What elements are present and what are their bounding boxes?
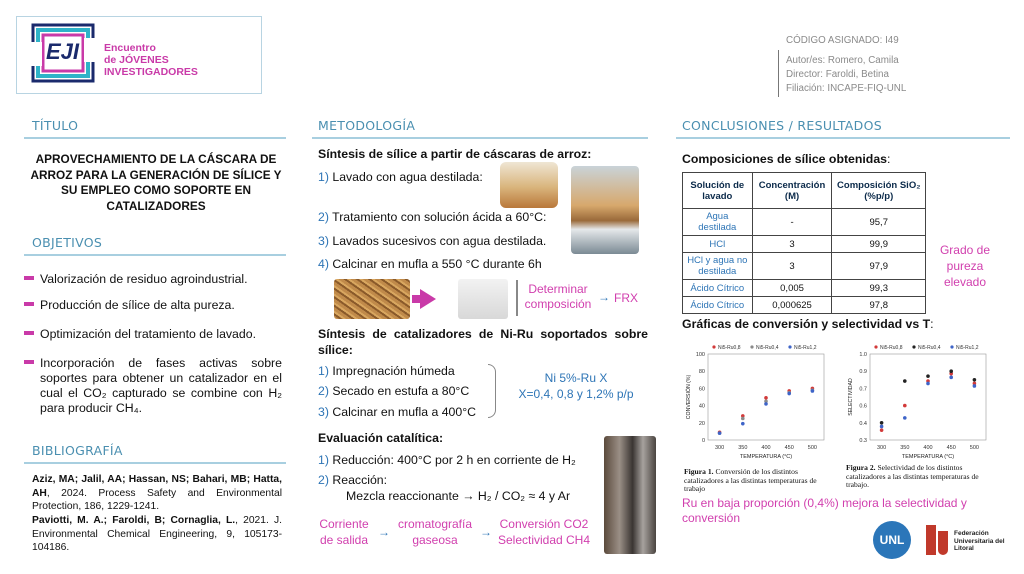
table-row [683, 297, 926, 314]
affiliation: Filiación: INCAPE-FIQ-UNL [786, 83, 907, 94]
eval-mix: Mezcla reaccionante → H₂ / CO₂ ≈ 4 y Ar [346, 489, 571, 503]
titulo-rule [24, 137, 286, 139]
table-cell: - [752, 209, 832, 236]
table-cell: 0,005 [752, 280, 832, 297]
fig2-caption: Figura 2. Selectividad de los distintos catalizadores a las distintas temperaturas de trabajo. [846, 463, 979, 490]
data-point [741, 422, 745, 426]
bullet-icon [24, 302, 34, 306]
data-point [903, 416, 907, 420]
bibliografia-heading: BIBLIOGRAFÍA [32, 443, 123, 458]
logo-letters: EJI [46, 39, 80, 64]
data-point [741, 417, 745, 421]
silica-title: Síntesis de sílice a partir de cáscaras de arroz: [318, 147, 592, 161]
ref2-authors: Paviotti, M. A.; Faroldi, B; Cornaglia, L. [32, 515, 236, 526]
data-point [880, 428, 884, 432]
event-line2: de JÓVENES [104, 54, 169, 66]
table-cell: 99,9 [832, 236, 926, 253]
table-cell: 99,3 [832, 280, 926, 297]
y-tick-label: 60 [698, 386, 705, 393]
data-point [718, 431, 722, 435]
data-point [973, 378, 977, 382]
y-tick-label: 0.3 [859, 438, 867, 444]
table-header: Solución de lavado [683, 173, 753, 209]
reactor-photo [604, 436, 656, 554]
bullet-icon [24, 331, 34, 335]
data-point [926, 374, 930, 378]
selectivity-chart [844, 338, 994, 466]
catalyst-title: Síntesis de catalizadores de Ni-Ru soportados sobre sílice: [318, 327, 648, 357]
author-info [786, 54, 906, 96]
assigned-code: CÓDIGO ASIGNADO: I49 [786, 35, 899, 46]
data-point [949, 369, 953, 373]
table-cell: 97,8 [832, 297, 926, 314]
y-tick-label: 100 [695, 352, 705, 358]
y-tick-label: 0.9 [859, 369, 867, 376]
table-cell: Agua destilada [683, 209, 753, 236]
step-3: 3) Lavados sucesivos con agua destilada. [318, 234, 547, 248]
arrow-right-icon: → [480, 525, 492, 539]
fig1-caption: Figura 1. Conversión de los distintos catalizadores a las distintas temperaturas de trabajo [684, 467, 817, 494]
composition-table [682, 172, 926, 314]
table-cell: Ácido Cítrico [683, 297, 753, 314]
graph-title: Gráficas de conversión y selectividad vs T: [682, 317, 934, 331]
arrow-shaft [412, 295, 422, 303]
y-axis-label: CONVERSIÓN (%) [686, 374, 692, 420]
table-cell: Ácido Cítrico [683, 280, 753, 297]
eval-title: Evaluación catalítica: [318, 431, 444, 445]
flow-output: Corriente de salida [319, 517, 369, 547]
x-tick-label: 350 [738, 445, 748, 451]
bullet-icon [24, 360, 34, 364]
cat-formula [506, 370, 646, 402]
bullet-icon [24, 276, 34, 280]
x-tick-label: 500 [969, 445, 979, 451]
cat-step-3: 3) Calcinar en mufla a 400°C [318, 405, 477, 419]
cat-bracket [488, 364, 496, 418]
table-row [683, 253, 926, 280]
event-line3: INVESTIGADORES [104, 66, 198, 78]
fue-logo-text: Federación Universitaria del Litoral [954, 530, 1005, 552]
table-cell: HCl [683, 236, 753, 253]
x-axis-label: TEMPERATURA (°C) [901, 454, 955, 460]
director: Director: Faroldi, Betina [786, 69, 889, 80]
x-tick-label: 450 [946, 445, 956, 451]
legend-marker [750, 345, 753, 348]
cat-step-2: 2) Secado en estufa a 80°C [318, 384, 470, 398]
fue-logo-mark [938, 531, 948, 555]
table-header: Concentración (M) [752, 173, 832, 209]
reference-1 [32, 473, 282, 514]
bibliografia-rule [24, 462, 286, 464]
event-name [104, 42, 198, 78]
y-tick-label: 20 [698, 420, 705, 427]
step-4: 4) Calcinar en mufla a 550 °C durante 6h [318, 257, 542, 271]
y-tick-label: 80 [698, 369, 705, 376]
legend-marker [950, 345, 953, 348]
objetivos-rule [24, 254, 286, 256]
legend-marker [712, 345, 715, 348]
silica-powder-photo [458, 279, 508, 319]
data-point [973, 384, 977, 388]
data-point [903, 404, 907, 408]
fue-logo [924, 521, 1016, 559]
rice-husk-photo [334, 279, 410, 319]
objetivos-heading: OBJETIVOS [32, 235, 103, 250]
eval-step-2: 2) Reacción: [318, 473, 388, 487]
table-cell: 95,7 [832, 209, 926, 236]
legend-marker [874, 345, 877, 348]
data-point [764, 402, 768, 406]
metodologia-heading: METODOLOGÍA [318, 118, 416, 133]
objetivo-item: Valorización de residuo agroindustrial. [40, 272, 248, 286]
beaker-photo [500, 162, 558, 208]
conversion-chart [682, 338, 832, 466]
table-cell: 3 [752, 253, 832, 280]
y-tick-label: 0.4 [859, 420, 867, 427]
table-row [683, 236, 926, 253]
arrow-right-icon: → [598, 290, 610, 304]
table-header: Composición SiO₂ (%p/p) [832, 173, 926, 209]
x-tick-label: 400 [761, 445, 771, 451]
hotplate-photo [571, 166, 639, 254]
arrow-right-icon [420, 289, 436, 309]
legend-label: Ni5-Ru1,2 [794, 345, 817, 351]
header-divider [778, 50, 779, 97]
data-point [787, 392, 791, 396]
reference-2 [32, 514, 282, 555]
table-row [683, 280, 926, 297]
legend-marker [912, 345, 915, 348]
legend-label: Ni5-Ru0,8 [718, 345, 741, 351]
x-tick-label: 500 [807, 445, 817, 451]
legend-label: Ni5-Ru0,4 [918, 345, 941, 351]
determinar-label: Determinar composición [524, 282, 592, 311]
ref1-authors: Aziz, MA; Jalil, AA; Hassan, NS; Bahari, MB; Hatta, AH [32, 474, 282, 499]
cat-formula-line1: Ni 5%-Ru X [544, 371, 608, 385]
y-axis-label: SELECTIVIDAD [848, 378, 854, 416]
y-tick-label: 1.0 [859, 352, 867, 358]
x-tick-label: 450 [784, 445, 794, 451]
x-axis-label: TEMPERATURA (°C) [739, 454, 793, 460]
x-tick-label: 400 [923, 445, 933, 451]
table-cell: 0,000625 [752, 297, 832, 314]
data-point [880, 425, 884, 429]
cat-formula-line2: X=0,4, 0,8 y 1,2% p/p [518, 387, 634, 401]
data-point [764, 396, 768, 400]
legend-label: Ni5-Ru0,8 [880, 345, 903, 351]
x-tick-label: 300 [877, 445, 887, 451]
legend-marker [788, 345, 791, 348]
x-tick-label: 350 [900, 445, 910, 451]
table-header-row [683, 173, 926, 209]
determinar-bracket [516, 280, 518, 316]
authors: Autor/es: Romero, Camila [786, 55, 899, 66]
objetivo-item: Producción de sílice de alta pureza. [40, 298, 235, 312]
conclusion-text: Ru en baja proporción (0,4%) mejora la selectividad y conversión [682, 496, 967, 525]
table-row [683, 209, 926, 236]
titulo-heading: TÍTULO [32, 118, 79, 133]
data-point [903, 379, 907, 383]
objetivo-item: Optimización del tratamiento de lavado. [40, 327, 256, 341]
unl-logo [873, 521, 911, 559]
y-tick-label: 40 [698, 403, 705, 410]
flow-result: Conversión CO2 Selectividad CH4 [497, 517, 591, 547]
legend-label: Ni5-Ru0,4 [756, 345, 779, 351]
y-tick-label: 0 [701, 438, 705, 444]
table-cell: 3 [752, 236, 832, 253]
eji-logo [30, 22, 96, 84]
y-tick-label: 0.6 [859, 403, 867, 410]
data-point [926, 382, 930, 386]
ref1-details: , 2024. Process Safety and Environmental Protection, 186, 1229-1241. [32, 487, 282, 512]
metodologia-rule [312, 137, 648, 139]
arrow-right-icon: → [378, 525, 390, 539]
frx-label: FRX [614, 291, 638, 305]
ref2-details: , 2021. J. Environmental Chemical Engineering, 9, 105173-104186. [32, 515, 282, 553]
legend-label: Ni5-Ru1,2 [956, 345, 979, 351]
y-tick-label: 0.7 [859, 386, 867, 393]
unl-logo-text: UNL [879, 533, 905, 547]
conclusiones-heading: CONCLUSIONES / RESULTADOS [682, 118, 882, 133]
poster-title: APROVECHAMIENTO DE LA CÁSCARA DE ARROZ PARA LA GENERACIÓN DE SÍLICE Y SU EMPLEO COMO SOPORTE EN CATALIZADORES [30, 152, 282, 213]
purity-note: Grado de pureza elevado [939, 243, 991, 289]
composition-title: Composiciones de sílice obtenidas: [682, 152, 891, 166]
event-line1: Encuentro [104, 42, 156, 54]
table-cell: HCl y agua no destilada [683, 253, 753, 280]
step-2: 2) Tratamiento con solución ácida a 60°C: [318, 210, 547, 224]
flow-chromatography: cromatografía gaseosa [397, 517, 473, 547]
data-point [949, 376, 953, 380]
x-tick-label: 300 [715, 445, 725, 451]
cat-step-1: 1) Impregnación húmeda [318, 364, 455, 378]
eval-step-1: 1) Reducción: 400°C por 2 h en corriente de H₂ [318, 453, 576, 467]
objetivo-item: Incorporación de fases activas sobre soportes para obtener un catalizador en el cual el CO₂ capturado se combine con H₂ para producir CH₄. [40, 356, 282, 415]
data-point [811, 389, 815, 393]
conclusiones-rule [676, 137, 1010, 139]
data-point [880, 421, 884, 425]
table-cell: 97,9 [832, 253, 926, 280]
step-1: 1) Lavado con agua destilada: [318, 170, 483, 184]
fue-logo-mark [926, 525, 936, 555]
plot-frame [870, 354, 986, 440]
